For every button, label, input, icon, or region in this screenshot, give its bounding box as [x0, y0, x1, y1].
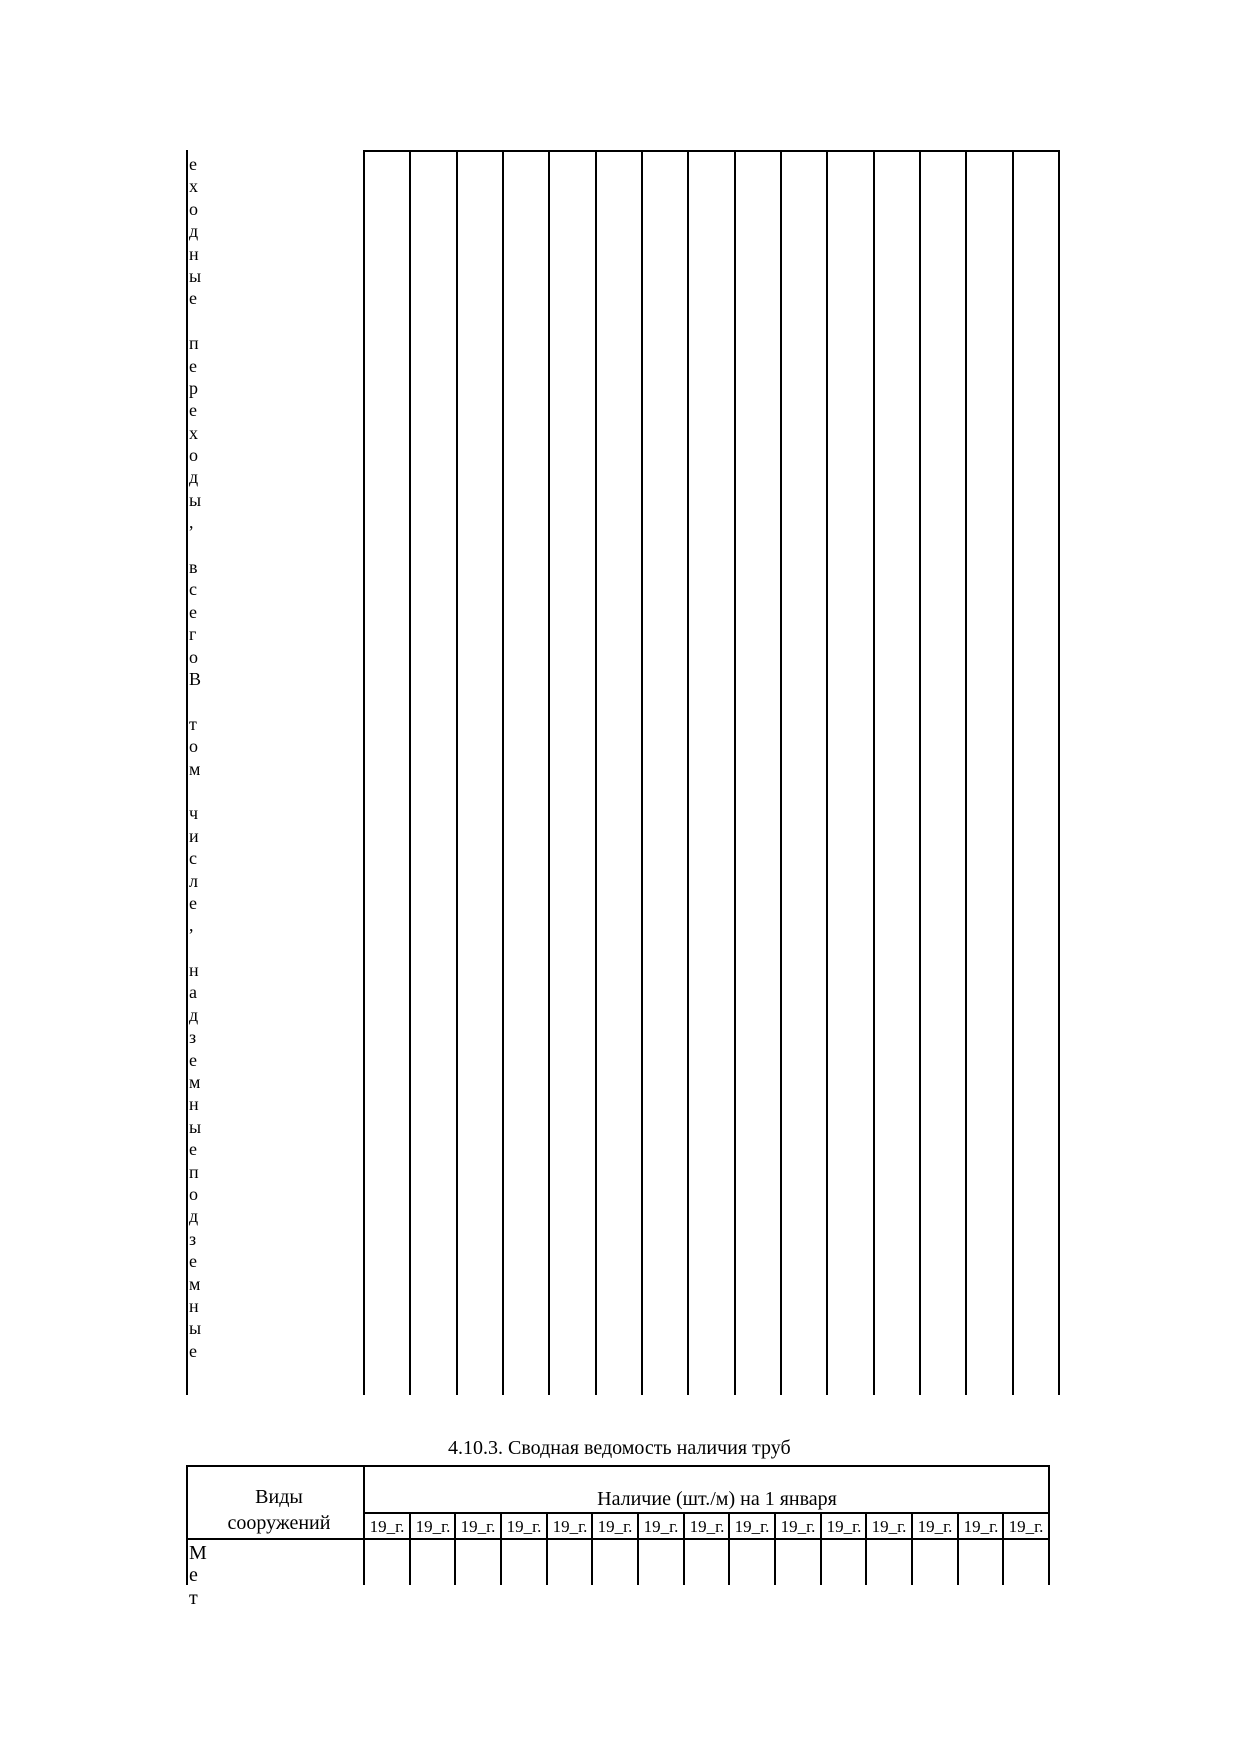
upper-column-line — [919, 150, 921, 1395]
vertical-char: е — [189, 601, 197, 622]
vertical-char: е — [189, 154, 197, 174]
vertical-char: н — [189, 960, 199, 981]
summary-column-line — [1002, 1512, 1004, 1585]
summary-years-top-line — [363, 1512, 1050, 1514]
vertical-char: х — [189, 176, 198, 197]
vertical-char: з — [189, 1027, 197, 1048]
summary-column-line — [454, 1512, 456, 1585]
upper-column-line — [641, 150, 643, 1395]
vertical-char: а — [189, 982, 197, 1003]
summary-column-line — [820, 1512, 822, 1585]
summary-header-bottom-line — [186, 1538, 1050, 1540]
vertical-char: е — [189, 400, 197, 421]
summary-top-border — [186, 1465, 1050, 1467]
upper-column-line — [965, 150, 967, 1395]
vertical-char: х — [189, 422, 198, 443]
vertical-char — [189, 310, 219, 332]
summary-column-line — [409, 1512, 411, 1585]
vertical-char — [189, 534, 219, 556]
vertical-char: е — [189, 288, 197, 309]
summary-column-line — [1048, 1465, 1050, 1585]
vertical-char: ы — [189, 1318, 202, 1339]
vertical-char: д — [189, 1004, 199, 1025]
year-header-cell: 19_г. — [415, 1517, 451, 1536]
vertical-char: о — [189, 445, 198, 466]
summary-column-line — [911, 1512, 913, 1585]
vertical-char: е — [189, 1049, 197, 1070]
section-caption: 4.10.3. Сводная ведомость наличия труб — [448, 1437, 791, 1459]
header-types-line1: Виды — [255, 1486, 303, 1508]
vertical-char: т — [189, 1586, 198, 1609]
header-availability: Наличие (шт./м) на 1 января — [597, 1488, 837, 1510]
summary-column-line — [865, 1512, 867, 1585]
year-header-cell: 19_г. — [460, 1517, 496, 1536]
vertical-char: г — [189, 624, 197, 645]
year-header-cell: 19_г. — [597, 1517, 633, 1536]
vertical-char: В — [189, 668, 202, 689]
year-header-cell: 19_г. — [734, 1517, 770, 1536]
vertical-char: п — [189, 1161, 199, 1182]
vertical-char: , — [189, 915, 194, 936]
vertical-char: М — [189, 1542, 207, 1564]
upper-column-line — [1012, 150, 1014, 1395]
vertical-char: о — [189, 198, 198, 219]
vertical-char: з — [189, 1228, 197, 1249]
year-header-cell: 19_г. — [963, 1517, 999, 1536]
header-types — [189, 1484, 369, 1536]
vertical-char: ы — [189, 265, 202, 286]
summary-column-line — [363, 1465, 365, 1585]
vertical-char: е — [189, 1564, 198, 1587]
vertical-char: ч — [189, 803, 199, 824]
summary-column-line — [500, 1512, 502, 1585]
vertical-char: ы — [189, 489, 202, 510]
vertical-char: п — [189, 333, 199, 354]
upper-column-line — [873, 150, 875, 1395]
vertical-char: л — [189, 870, 198, 891]
upper-column-line — [409, 150, 411, 1395]
upper-first-column-text — [189, 153, 219, 1362]
vertical-char: д — [189, 221, 199, 242]
year-header-cell: 19_г. — [826, 1517, 862, 1536]
year-header-cell: 19_г. — [552, 1517, 588, 1536]
upper-top-border — [363, 150, 1060, 152]
vertical-char: е — [189, 892, 197, 913]
summary-left-border — [186, 1465, 188, 1585]
vertical-char: и — [189, 825, 199, 846]
vertical-char: м — [189, 1072, 201, 1093]
vertical-char: м — [189, 1273, 201, 1294]
summary-column-line — [591, 1512, 593, 1585]
summary-column-line — [637, 1512, 639, 1585]
vertical-char: о — [189, 1183, 198, 1204]
summary-column-line — [774, 1512, 776, 1585]
vertical-char — [189, 780, 219, 802]
year-header-cell: 19_г. — [643, 1517, 679, 1536]
vertical-char: о — [189, 646, 198, 667]
vertical-char: н — [189, 1094, 199, 1115]
upper-column-line — [687, 150, 689, 1395]
vertical-char: н — [189, 243, 199, 264]
year-header-cell: 19_г. — [871, 1517, 907, 1536]
upper-column-line — [734, 150, 736, 1395]
header-types-line2: сооружений — [227, 1512, 331, 1534]
upper-column-line — [780, 150, 782, 1395]
vertical-char: т — [189, 713, 197, 734]
vertical-char: е — [189, 1251, 197, 1272]
vertical-char: д — [189, 467, 199, 488]
vertical-char: в — [189, 557, 198, 578]
summary-column-line — [546, 1512, 548, 1585]
vertical-char: с — [189, 579, 197, 600]
upper-column-line — [456, 150, 458, 1395]
upper-column-line — [826, 150, 828, 1395]
vertical-char — [189, 937, 219, 959]
vertical-char: с — [189, 848, 197, 869]
upper-column-line — [363, 150, 365, 1395]
upper-column-line — [595, 150, 597, 1395]
summary-column-line — [683, 1512, 685, 1585]
year-header-cell: 19_г. — [689, 1517, 725, 1536]
vertical-char: н — [189, 1295, 199, 1316]
vertical-char: е — [189, 1139, 197, 1160]
year-header-cell: 19_г. — [917, 1517, 953, 1536]
vertical-char — [189, 690, 219, 712]
year-header-cell: 19_г. — [1008, 1517, 1044, 1536]
summary-first-row-text — [189, 1542, 219, 1609]
upper-column-line — [502, 150, 504, 1395]
summary-column-line — [728, 1512, 730, 1585]
vertical-char: о — [189, 736, 198, 757]
year-header-cell: 19_г. — [506, 1517, 542, 1536]
vertical-char: , — [189, 512, 194, 533]
summary-column-line — [957, 1512, 959, 1585]
vertical-char: м — [189, 758, 201, 779]
vertical-char: ы — [189, 1116, 202, 1137]
vertical-char: е — [189, 1340, 197, 1361]
upper-column-line — [548, 150, 550, 1395]
vertical-char: е — [189, 355, 197, 376]
year-header-cell: 19_г. — [780, 1517, 816, 1536]
upper-left-border — [186, 150, 188, 1395]
year-header-cell: 19_г. — [369, 1517, 405, 1536]
vertical-char: д — [189, 1206, 199, 1227]
upper-column-line — [1058, 150, 1060, 1395]
vertical-char: р — [189, 377, 198, 398]
